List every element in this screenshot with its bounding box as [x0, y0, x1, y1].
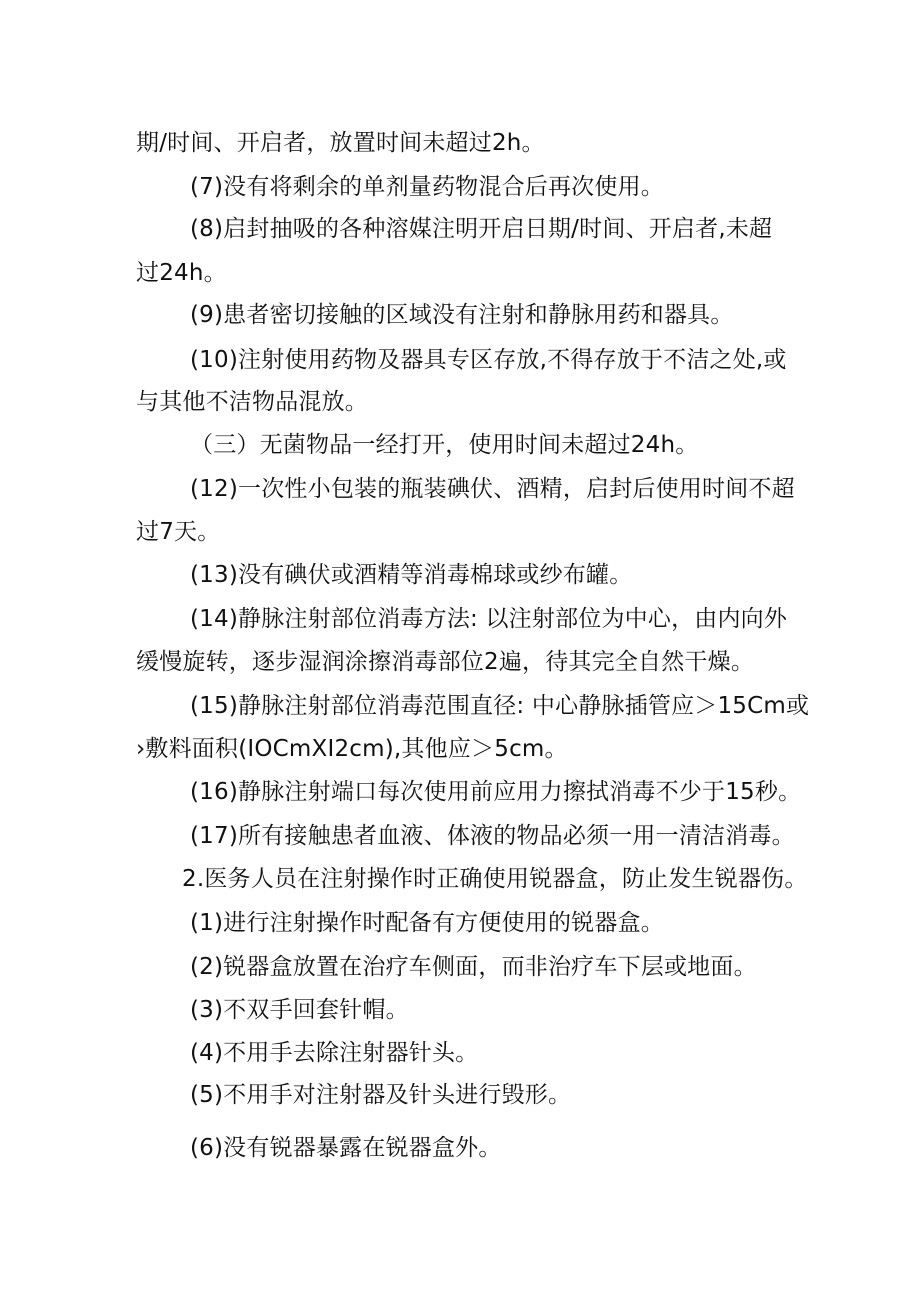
text-line-4: 过24h。: [136, 260, 227, 286]
text-line-5: (9)患者密切接触的区域没有注射和静脉用药和器具。: [190, 302, 734, 328]
text-line-10: 过7天。: [136, 519, 221, 545]
text-line-7: 与其他不洁物品混放。: [136, 389, 368, 415]
text-line-2: (7)没有将剩余的单剂量药物混合后再次使用。: [190, 174, 664, 200]
text-line-12: (14)静脉注射部位消毒方法: 以注射部位为中心，由内向外: [190, 606, 788, 632]
text-line-16: (16)静脉注射端口每次使用前应用力擦拭消毒不少于15秒。: [190, 779, 802, 805]
text-line-23: (5)不用手对注射器及针头进行毁形。: [190, 1082, 572, 1108]
text-line-21: (3)不双手回套针帽。: [190, 997, 409, 1023]
text-line-24: (6)没有锐器暴露在锐器盒外。: [190, 1135, 502, 1161]
text-line-3: (8)启封抽吸的各种溶媒注明开启日期/时间、开启者,未超: [190, 216, 773, 242]
text-line-18: 2.医务人员在注射操作时正确使用锐器盒，防止发生锐器伤。: [182, 866, 808, 892]
text-line-11: (13)没有碘伏或酒精等消毒棉球或纱布罐。: [190, 562, 633, 588]
text-line-15: ›敷料面积(IOCmXI2cm),其他应＞5cm。: [136, 736, 568, 762]
text-line-22: (4)不用手去除注射器针头。: [190, 1040, 479, 1066]
text-line-14: (15)静脉注射部位消毒范围直径: 中心静脉插管应＞15Cm或: [190, 693, 810, 719]
text-line-19: (1)进行注射操作时配备有方便使用的锐器盒。: [190, 910, 664, 936]
text-line-20: (2)锐器盒放置在治疗车侧面，而非治疗车下层或地面。: [190, 954, 757, 980]
text-line-1: 期/时间、开启者，放置时间未超过2h。: [136, 130, 545, 156]
text-line-13: 缓慢旋转，逐步湿润涂擦消毒部位2遍，待其完全自然干燥。: [136, 649, 755, 675]
text-line-9: (12)一次性小包装的瓶装碘伏、酒精，启封后使用时间不超: [190, 476, 795, 502]
text-line-6: (10)注射使用药物及器具专区存放,不得存放于不洁之处,或: [190, 347, 787, 373]
text-line-17: (17)所有接触患者血液、体液的物品必须一用一清洁消毒。: [190, 823, 795, 849]
text-line-8: （三）无菌物品一经打开，使用时间未超过24h。: [190, 432, 699, 458]
